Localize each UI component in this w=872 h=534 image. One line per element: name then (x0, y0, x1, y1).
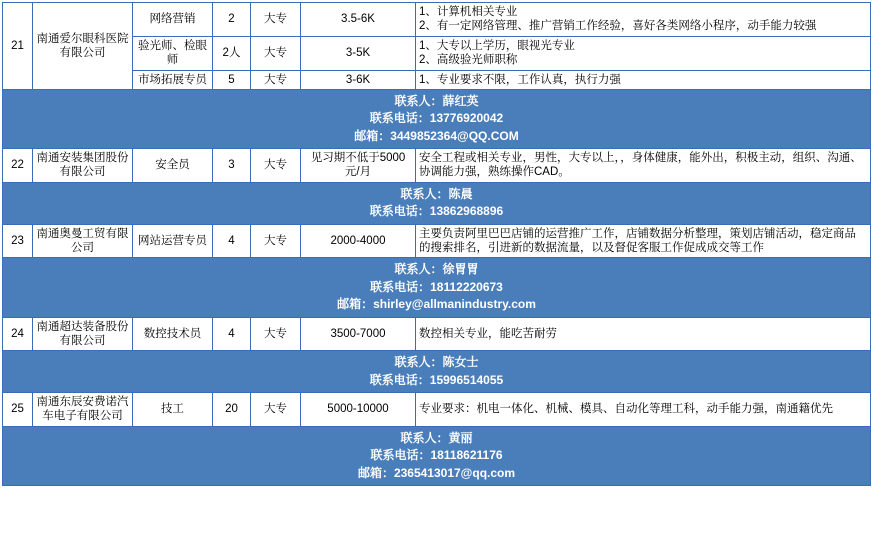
table-row (3, 149, 871, 183)
job-requirements (416, 224, 871, 258)
requirement-line: 主要负责阿里巴巴店铺的运营推广工作，店铺数据分析整理，策划店铺活动，稳定商品的搜索排名，引进新的数据流量，以及督促客服工作促成成交等工作 (419, 227, 856, 254)
requirement-line: 1、大专以上学历，眼视光专业 (419, 39, 575, 52)
salary-range: 2000-4000 (301, 224, 416, 258)
contact-line: 联系人：陈女士 (394, 355, 479, 370)
contact-band (3, 258, 871, 317)
contact-info (3, 89, 871, 148)
contact-info (3, 258, 871, 317)
job-requirements (416, 317, 871, 351)
position-count: 20 (213, 393, 251, 427)
job-listing-table (2, 2, 871, 486)
position-name: 网站运营专员 (133, 224, 213, 258)
requirement-line: 1、专业要求不限，工作认真，执行力强 (419, 73, 621, 86)
job-requirements (416, 3, 871, 37)
requirement-line: 2、高级验光师职称 (419, 54, 518, 67)
company-name: 南通爱尔眼科医院有限公司 (33, 3, 133, 90)
company-name: 南通超达装备股份有限公司 (33, 317, 133, 351)
job-requirements (416, 70, 871, 89)
position-count: 2 (213, 3, 251, 37)
salary-range: 见习期不低于5000元/月 (301, 149, 416, 183)
education-requirement: 大专 (251, 70, 301, 89)
requirement-line: 专业要求：机电一体化、机械、模具、自动化等理工科，动手能力强，南通籍优先 (419, 403, 833, 416)
position-count: 2人 (213, 36, 251, 70)
position-name: 技工 (133, 393, 213, 427)
salary-range: 5000-10000 (301, 393, 416, 427)
table-row (3, 36, 871, 70)
position-name: 验光师、检眼师 (133, 36, 213, 70)
education-requirement: 大专 (251, 317, 301, 351)
job-requirements (416, 149, 871, 183)
job-requirements (416, 36, 871, 70)
position-name: 网络营销 (133, 3, 213, 37)
contact-line: 联系人：徐胃胃 (394, 262, 479, 277)
education-requirement: 大专 (251, 224, 301, 258)
contact-line: 联系电话：13862968896 (369, 204, 504, 219)
contact-band (3, 426, 871, 485)
requirement-line: 安全工程或相关专业，男性，大专以上，，身体健康，能外出，积极主动，组织、沟通、协调能力强，熟练操作CAD。 (419, 152, 862, 179)
contact-line: 联系电话：18112220673 (370, 279, 503, 294)
row-index: 25 (3, 393, 33, 427)
job-requirements (416, 393, 871, 427)
requirement-line: 数控相关专业，能吃苦耐劳 (419, 327, 557, 340)
salary-range: 3-5K (301, 36, 416, 70)
contact-line: 联系人：陈晨 (400, 186, 473, 201)
position-name: 数控技术员 (133, 317, 213, 351)
table-row (3, 393, 871, 427)
row-index: 24 (3, 317, 33, 351)
contact-line: 联系人：黄丽 (400, 430, 473, 445)
position-count: 4 (213, 224, 251, 258)
education-requirement: 大专 (251, 149, 301, 183)
contact-band (3, 182, 871, 224)
contact-line: 邮箱：2365413017@qq.com (357, 465, 516, 480)
row-index: 23 (3, 224, 33, 258)
company-name: 南通东辰安费诺汽车电子有限公司 (33, 393, 133, 427)
company-name: 南通奥曼工贸有限公司 (33, 224, 133, 258)
salary-range: 3.5-6K (301, 3, 416, 37)
contact-line: 邮箱：shirley@allmanindustry.com (337, 297, 536, 312)
table-row (3, 317, 871, 351)
salary-range: 3-6K (301, 70, 416, 89)
contact-line: 联系人：薛红英 (394, 93, 479, 108)
contact-line: 联系电话：18118621176 (370, 448, 503, 463)
salary-range: 3500-7000 (301, 317, 416, 351)
requirement-line: 2、有一定网络管理、推广营销工作经验，喜好各类网络小程序，动手能力较强 (419, 20, 817, 33)
contact-line: 联系电话：13776920042 (369, 111, 504, 126)
position-name: 市场拓展专员 (133, 70, 213, 89)
contact-band (3, 89, 871, 148)
company-name: 南通安装集团股份有限公司 (33, 149, 133, 183)
table-row (3, 224, 871, 258)
contact-info (3, 351, 871, 393)
contact-info (3, 426, 871, 485)
table-body (3, 3, 871, 486)
position-count: 3 (213, 149, 251, 183)
contact-info (3, 182, 871, 224)
row-index: 21 (3, 3, 33, 90)
position-name: 安全员 (133, 149, 213, 183)
position-count: 5 (213, 70, 251, 89)
table-row (3, 3, 871, 37)
row-index: 22 (3, 149, 33, 183)
contact-line: 联系电话：15996514055 (369, 372, 504, 387)
requirement-line: 1、计算机相关专业 (419, 6, 518, 18)
education-requirement: 大专 (251, 393, 301, 427)
position-count: 4 (213, 317, 251, 351)
contact-line: 邮箱：3449852364@QQ.COM (354, 128, 519, 143)
contact-band (3, 351, 871, 393)
education-requirement: 大专 (251, 3, 301, 37)
education-requirement: 大专 (251, 36, 301, 70)
table-row (3, 70, 871, 89)
